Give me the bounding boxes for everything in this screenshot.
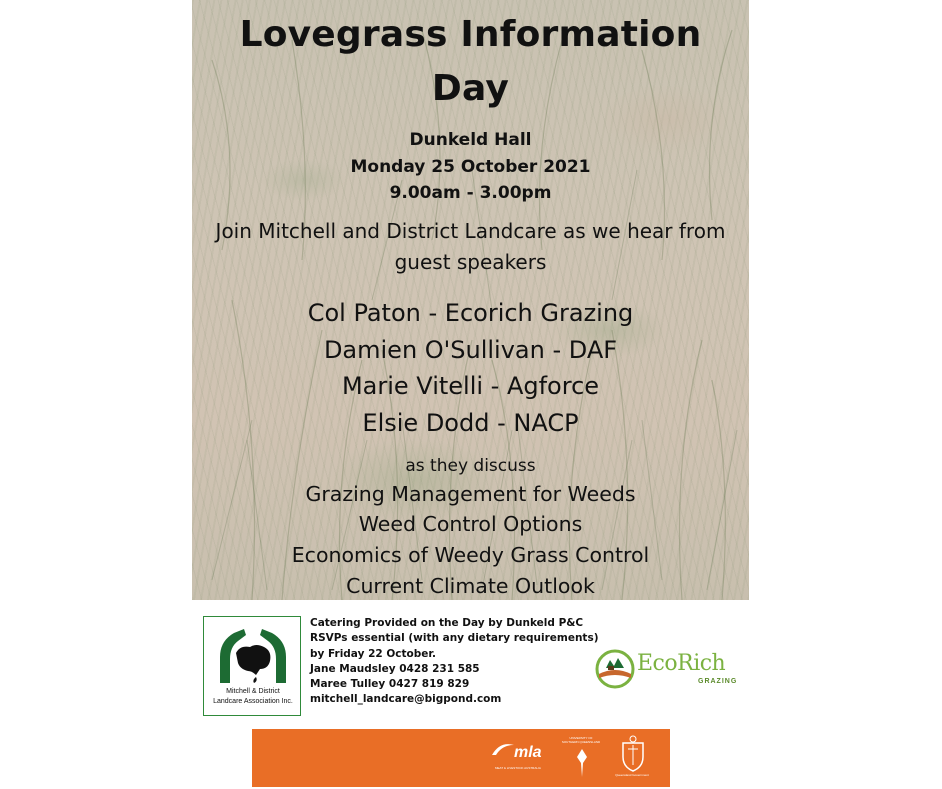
landcare-name-line2: Landcare Association Inc. bbox=[213, 698, 293, 705]
ecorich-sub: GRAZING bbox=[698, 678, 738, 685]
landcare-name-line1: Mitchell & District bbox=[226, 688, 280, 695]
qld-logo-text: Queensland Government bbox=[615, 773, 649, 777]
speaker-item: Elsie Dodd - NACP bbox=[362, 409, 579, 437]
intro-line1: Join Mitchell and District Landcare as we hear from bbox=[215, 219, 726, 243]
info-line: mitchell_landcare@bigpond.com bbox=[310, 693, 502, 706]
info-line: RSVPs essential (with any dietary requirements) bbox=[310, 632, 599, 645]
event-date: Monday 25 October 2021 bbox=[350, 157, 591, 177]
topic-item: Current Climate Outlook bbox=[346, 574, 595, 598]
info-line: Jane Maudsley 0428 231 585 bbox=[310, 662, 480, 675]
usq-logo-text: UNIVERSITY OF SOUTHERN QUEENSLAND bbox=[561, 736, 601, 744]
ecorich-name: EcoRich bbox=[637, 651, 726, 676]
usq-bird-icon bbox=[567, 735, 597, 779]
ecorich-emblem-icon bbox=[594, 648, 636, 690]
rsvp-info bbox=[310, 616, 599, 708]
speaker-item: Col Paton - Ecorich Grazing bbox=[307, 299, 634, 327]
topic-item: Economics of Weedy Grass Control bbox=[291, 543, 650, 567]
poster-title-line2: Day bbox=[431, 68, 510, 109]
topic-item: Grazing Management for Weeds bbox=[305, 482, 636, 506]
topic-item: Weed Control Options bbox=[358, 512, 583, 536]
intro-line2: guest speakers bbox=[394, 250, 547, 274]
queensland-crest-icon bbox=[620, 735, 646, 773]
mla-swoosh-icon bbox=[492, 741, 514, 755]
discuss-label: as they discuss bbox=[405, 456, 536, 476]
mla-logo-text: mla bbox=[514, 744, 542, 761]
landcare-logo bbox=[203, 616, 301, 716]
info-line: Maree Tulley 0427 819 829 bbox=[310, 678, 470, 691]
ecorich-logo bbox=[594, 648, 738, 690]
event-time: 9.00am - 3.00pm bbox=[389, 183, 552, 203]
info-line: by Friday 22 October. bbox=[310, 647, 437, 660]
sponsor-bar bbox=[252, 729, 670, 787]
event-venue: Dunkeld Hall bbox=[409, 130, 532, 150]
mla-logo-sub: MEAT & LIVESTOCK AUSTRALIA bbox=[495, 766, 541, 770]
info-line: Catering Provided on the Day by Dunkeld P&C bbox=[310, 617, 584, 629]
poster-title-line1: Lovegrass Information bbox=[239, 14, 702, 55]
speaker-item: Damien O'Sullivan - DAF bbox=[323, 336, 618, 364]
poster-background bbox=[192, 0, 749, 600]
speaker-item: Marie Vitelli - Agforce bbox=[341, 372, 600, 400]
hands-australia-icon bbox=[214, 623, 292, 687]
